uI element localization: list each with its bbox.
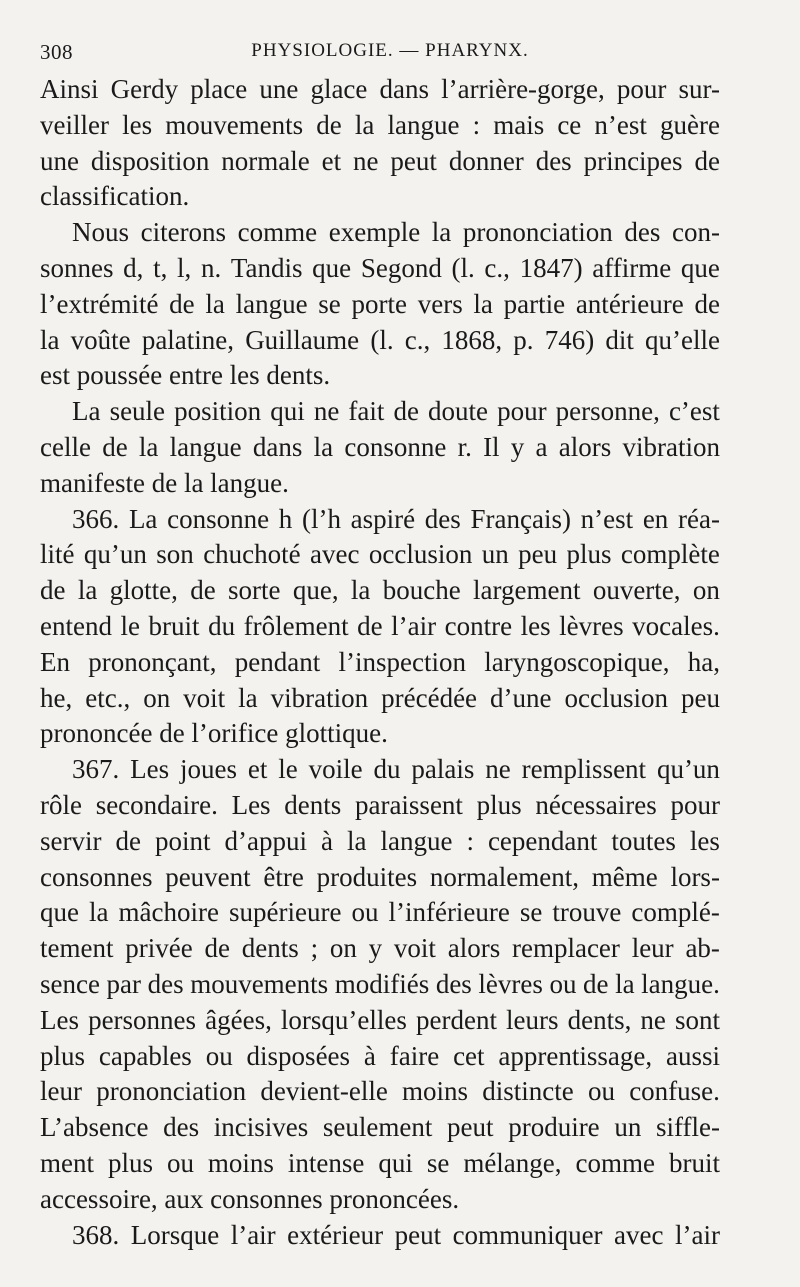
text-line: plus capables ou disposées à faire cet apprentissage, aussi	[40, 1040, 720, 1071]
page-header	[40, 40, 740, 66]
text-line: 368. Lorsque l’air extérieur peut communiquer avec l’air	[72, 1219, 720, 1250]
text-line: entend le bruit du frôlement de l’air contre les lèvres vocales.	[40, 610, 720, 641]
text-line: est poussée entre les dents.	[40, 360, 331, 391]
text-line: tement privée de dents ; on y voit alors remplacer leur ab-	[40, 933, 720, 964]
text-line: une disposition normale et ne peut donner des principes de	[40, 145, 720, 176]
text-line: la voûte palatine, Guillaume (l. c., 1868, p. 746) dit qu’elle	[40, 324, 720, 355]
text-line: La seule position qui ne fait de doute pour personne, c’est	[72, 396, 720, 427]
page-number: 308	[40, 40, 73, 64]
body-text	[40, 72, 720, 1253]
text-line: L’absence des incisives seulement peut produire un siffle-	[40, 1112, 720, 1143]
text-line: consonnes peuvent être produites normalement, même lors-	[40, 861, 720, 892]
text-line: Nous citerons comme exemple la prononciation des con-	[72, 217, 720, 248]
text-line: sonnes d, t, l, n. Tandis que Segond (l. c., 1847) affirme que	[40, 252, 720, 283]
text-line: leur prononciation devient-elle moins distincte ou confuse.	[40, 1076, 720, 1107]
text-line: ment plus ou moins intense qui se mélange, comme bruit	[40, 1147, 720, 1178]
text-line: lité qu’un son chuchoté avec occlusion un peu plus complète	[40, 539, 720, 570]
text-line: accessoire, aux consonnes prononcées.	[40, 1183, 460, 1214]
text-line: l’extrémité de la langue se porte vers la partie antérieure de	[40, 288, 720, 319]
text-line: de la glotte, de sorte que, la bouche largement ouverte, on	[40, 575, 720, 606]
text-line: En prononçant, pendant l’inspection laryngoscopique, ha,	[40, 646, 720, 677]
text-line: Les personnes âgées, lorsqu’elles perdent leurs dents, ne sont	[40, 1004, 720, 1035]
text-line: 366. La consonne h (l’h aspiré des Français) n’est en réa-	[72, 503, 720, 534]
text-line: sence par des mouvements modifiés des lèvres ou de la langue.	[40, 968, 720, 999]
text-line: 367. Les joues et le voile du palais ne remplissent qu’un	[72, 754, 720, 785]
text-line: veiller les mouvements de la langue : mais ce n’est guère	[40, 109, 720, 140]
text-line: Ainsi Gerdy place une glace dans l’arrière-gorge, pour sur-	[40, 74, 720, 104]
text-line: manifeste de la langue.	[40, 467, 289, 498]
text-line: que la mâchoire supérieure ou l’inférieure se trouve complé-	[40, 897, 720, 928]
text-line: classification.	[40, 181, 190, 212]
text-line: celle de la langue dans la consonne r. Il y a alors vibration	[40, 431, 720, 462]
running-head: PHYSIOLOGIE. — PHARYNX.	[251, 40, 529, 61]
text-line: he, etc., on voit la vibration précédée d’une occlusion peu	[40, 682, 720, 713]
text-line: servir de point d’appui à la langue : cependant toutes les	[40, 825, 720, 856]
text-line: prononcée de l’orifice glottique.	[40, 718, 388, 749]
text-line: rôle secondaire. Les dents paraissent plus nécessaires pour	[40, 789, 720, 820]
